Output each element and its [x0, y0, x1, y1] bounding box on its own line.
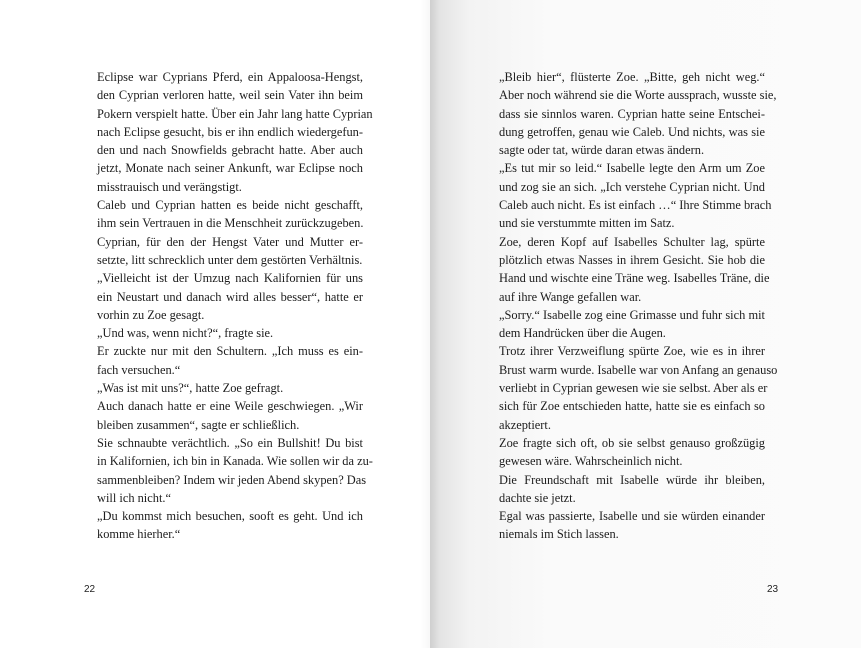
text-line: vorhin zu Zoe gesagt.: [97, 307, 205, 322]
text-line: „Vielleicht ist der Umzug nach Kalifornien für uns: [97, 271, 363, 286]
text-line: dem Handrücken über die Augen.: [499, 326, 666, 341]
text-line: jetzt, Monate nach seiner Ankunft, war Eclipse noch: [97, 161, 363, 176]
text-line: Pokern verspielt hatte. Über ein Jahr lang hatte Cyprian: [97, 106, 373, 121]
text-line: Sie schnaubte verächtlich. „So ein Bullshit! Du bist: [97, 435, 363, 450]
text-line: und zog sie an sich. „Ich verstehe Cyprian nicht. Und: [499, 179, 765, 194]
text-line: „Bleib hier“, flüsterte Zoe. „Bitte, geh nicht weg.“: [499, 70, 765, 84]
text-line: „Und was, wenn nicht?“, fragte sie.: [97, 326, 274, 341]
text-line: in Kalifornien, ich bin in Kanada. Wie sollen wir da zu-: [97, 454, 373, 469]
text-line: ihm sein Vertrauen in die Menschheit zurückzugeben.: [97, 216, 364, 231]
text-line: will ich nicht.“: [97, 490, 171, 505]
text-line: Egal was passierte, Isabelle und sie würden einander: [499, 509, 765, 524]
text-line: auf ihre Wange gefallen war.: [499, 289, 642, 304]
text-line: komme hierher.“: [97, 527, 181, 542]
text-line: Hand und wischte eine Träne weg. Isabelles Träne, die: [499, 271, 770, 286]
text-line: Er zuckte nur mit den Schultern. „Ich muss es ein-: [97, 344, 363, 359]
left-page-text: [97, 68, 373, 544]
text-line: „Es tut mir so leid.“ Isabelle legte den Arm um Zoe: [499, 161, 765, 176]
text-line: ein Neustart und danach wird alles besser“, hatte er: [97, 289, 363, 304]
text-line: Auch danach hatte er eine Weile geschwiegen. „Wir: [97, 399, 363, 414]
text-line: setzte, litt schrecklich unter dem gestörten Verhältnis.: [97, 252, 363, 267]
text-line: Cyprian, für den der Hengst Vater und Mutter er-: [97, 234, 363, 249]
text-line: dass sie sinnlos waren. Cyprian hatte seine Entschei-: [499, 106, 765, 121]
text-line: dung getroffen, genau wie Caleb. Und nichts, was sie: [499, 124, 765, 139]
gutter-shadow: [420, 0, 430, 648]
text-line: plötzlich etwas Nasses in ihrem Gesicht. Sie hob die: [499, 252, 765, 267]
page-number: 22: [84, 584, 96, 595]
text-line: Eclipse war Cyprians Pferd, ein Appaloosa-Hengst,: [97, 70, 363, 84]
text-line: „Was ist mit uns?“, hatte Zoe gefragt.: [97, 381, 284, 396]
text-line: den und nach Snowfields gebracht hatte. Aber auch: [97, 143, 363, 158]
text-line: Caleb und Cyprian hatten es beide nicht geschafft,: [97, 198, 363, 213]
text-line: gewesen wäre. Wahrscheinlich nicht.: [499, 454, 683, 469]
text-line: Trotz ihrer Verzweiflung spürte Zoe, wie es in ihrer: [499, 344, 765, 359]
right-page: [430, 0, 861, 648]
page-number: 23: [767, 584, 779, 595]
text-line: bleiben zusammen“, sagte er schließlich.: [97, 417, 300, 432]
text-line: den Cyprian verloren hatte, weil sein Vater ihn beim: [97, 88, 363, 103]
text-line: verliebt in Cyprian gewesen wie sie selbst. Aber als er: [499, 381, 768, 396]
text-line: Zoe fragte sich oft, ob sie selbst genauso großzügig: [499, 435, 765, 450]
text-line: Caleb auch nicht. Es ist einfach …“ Ihre Stimme brach: [499, 198, 772, 213]
text-line: misstrauisch und verängstigt.: [97, 179, 242, 194]
text-line: Brust warm wurde. Isabelle war von Anfang an genauso: [499, 362, 778, 377]
right-page-text: [499, 68, 778, 544]
text-line: Zoe, deren Kopf auf Isabelles Schulter lag, spürte: [499, 234, 765, 249]
text-line: „Sorry.“ Isabelle zog eine Grimasse und fuhr sich mit: [499, 307, 765, 322]
text-line: dachte sie jetzt.: [499, 490, 576, 505]
left-page: [0, 0, 430, 648]
text-line: akzeptiert.: [499, 417, 551, 432]
text-line: sammenbleiben? Indem wir jeden Abend skypen? Das: [97, 472, 367, 487]
text-line: niemals im Stich lassen.: [499, 527, 619, 542]
text-line: sagte oder tat, würde daran etwas ändern.: [499, 143, 705, 158]
text-line: Aber noch während sie die Worte aussprach, wusste sie,: [499, 88, 777, 103]
text-line: nach Eclipse gesucht, bis er ihn endlich wiedergefun-: [97, 124, 363, 139]
text-line: „Du kommst mich besuchen, sooft es geht. Und ich: [97, 509, 363, 524]
text-line: fach versuchen.“: [97, 362, 181, 377]
text-line: sich für Zoe entschieden hatte, hatte sie es einfach so: [499, 399, 765, 414]
text-line: Die Freundschaft mit Isabelle würde ihr bleiben,: [499, 472, 765, 487]
text-line: und sie verstummte mitten im Satz.: [499, 216, 675, 231]
